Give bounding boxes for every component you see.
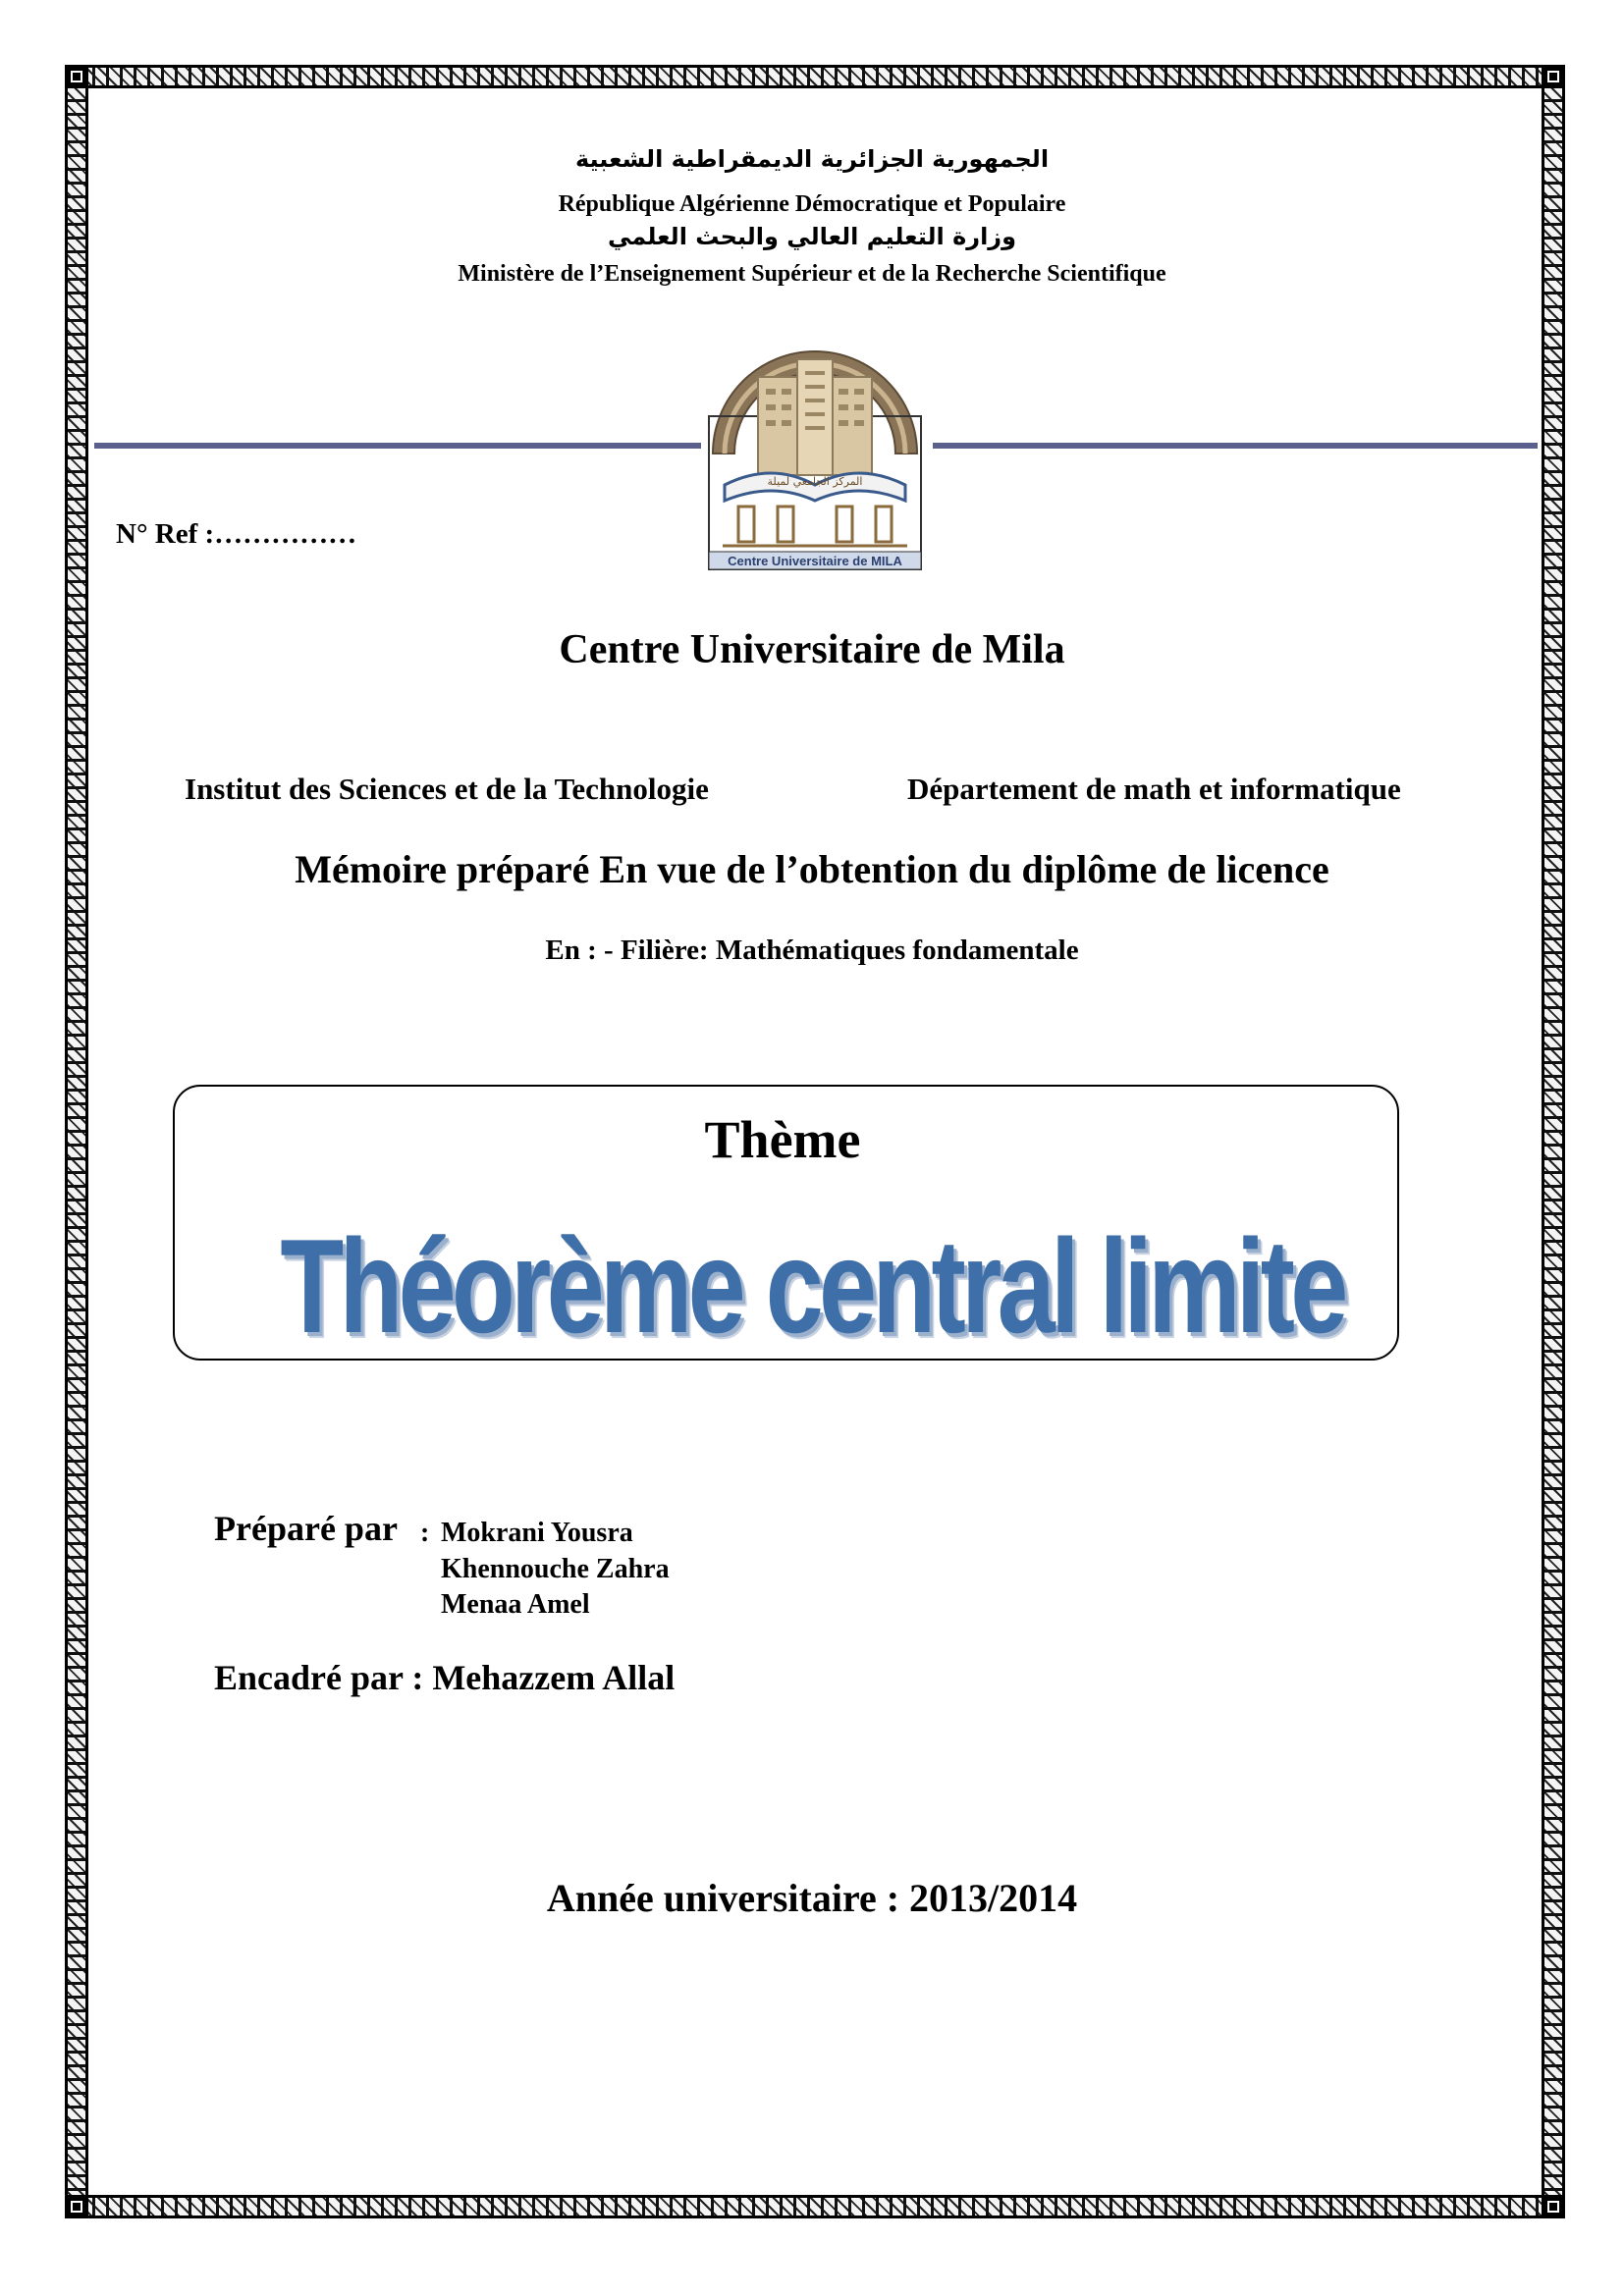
arabic-republic: الجمهورية الجزائرية الديمقراطية الشعبية — [574, 145, 1050, 173]
prepared-label: Préparé par — [214, 1509, 398, 1548]
author-name: Khennouche Zahra — [441, 1554, 670, 1584]
memoire-statement: Mémoire préparé En vue de l’obtention du diplôme de licence — [295, 847, 1329, 891]
border-corner — [65, 65, 88, 88]
arabic-ministry: وزارة التعليم العالي والبحث العلمي — [607, 223, 1017, 250]
supervisor-line: Encadré par : Mehazzem Allal — [214, 1658, 676, 1697]
border-top — [65, 65, 1565, 88]
header-rule-right — [933, 443, 1538, 449]
university-logo — [703, 338, 927, 573]
author-name: Mokrani Yousra — [441, 1518, 633, 1548]
thesis-title: Théorème central limite — [280, 1211, 1344, 1361]
republic-name: République Algérienne Démocratique et Populaire — [558, 191, 1066, 217]
filiere-line: En : - Filière: Mathématiques fondamentale — [545, 934, 1079, 966]
author-name: Menaa Amel — [441, 1589, 590, 1620]
svg-text:Centre Universitaire de MILA: Centre Universitaire de MILA — [728, 554, 902, 568]
border-bottom — [65, 2195, 1565, 2218]
border-corner — [1542, 2195, 1565, 2218]
institution-name: Centre Universitaire de Mila — [559, 627, 1065, 672]
prepared-colon: : — [420, 1518, 430, 1548]
border-corner — [1542, 65, 1565, 88]
department-name: Département de math et informatique — [907, 772, 1401, 806]
theme-label: Thème — [704, 1110, 861, 1169]
academic-year: Année universitaire : 2013/2014 — [546, 1876, 1078, 1920]
reference-number: N° Ref :…………… — [116, 518, 357, 550]
border-corner — [65, 2195, 88, 2218]
svg-text:المركز الجامعي لميلة: المركز الجامعي لميلة — [767, 475, 863, 488]
header-rule-left — [94, 443, 701, 449]
institute-name: Institut des Sciences et de la Technologie — [185, 772, 709, 806]
ministry-name: Ministère de l’Enseignement Supérieur et de la Recherche Scientifique — [458, 261, 1166, 287]
